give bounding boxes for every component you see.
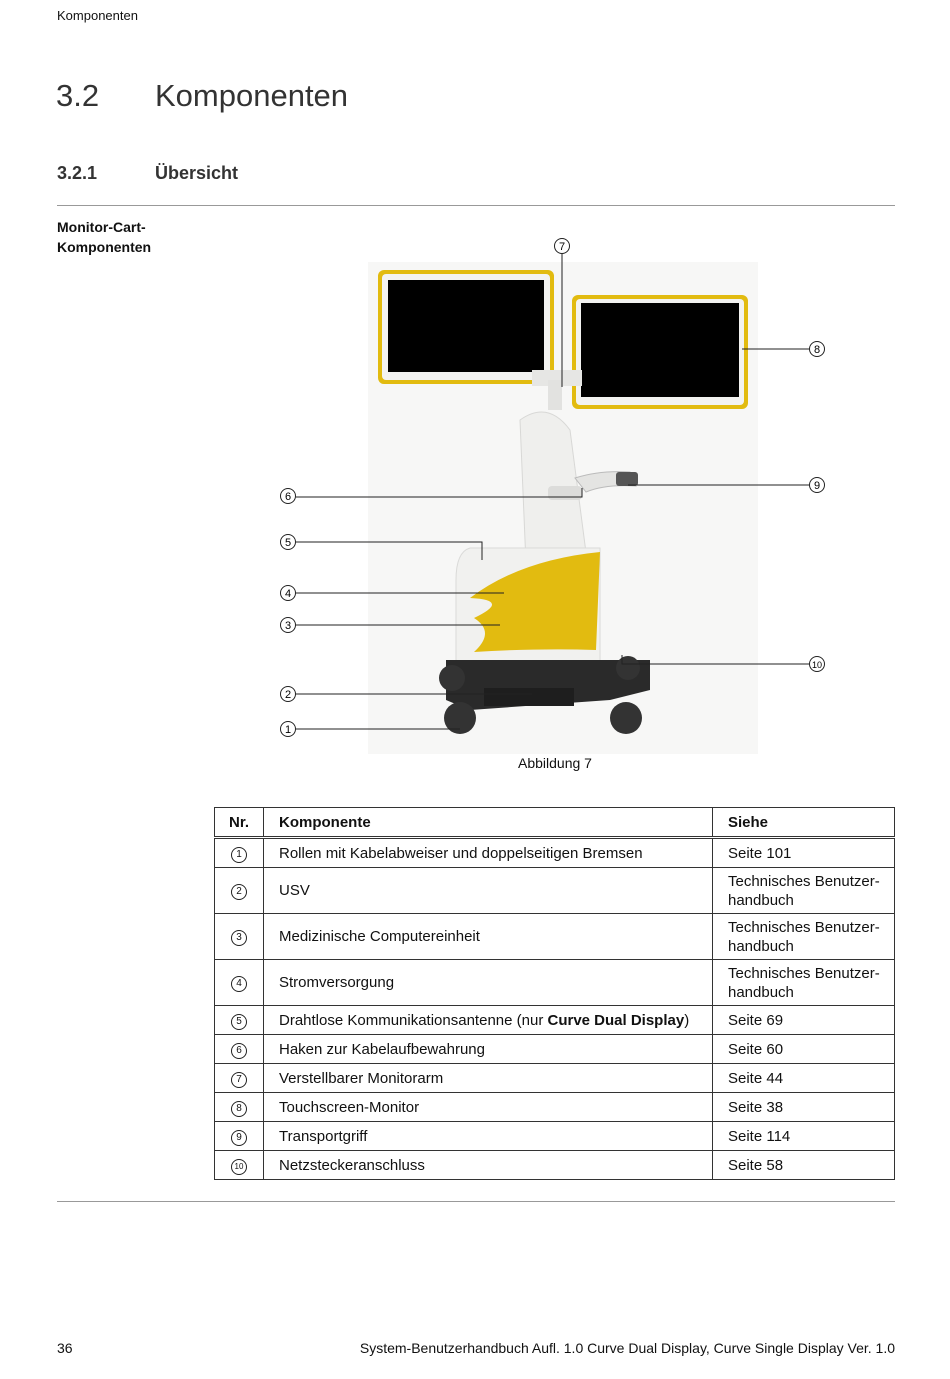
row-component: Verstellbarer Monitorarm (264, 1064, 713, 1093)
callout-9 (810, 478, 825, 493)
running-header: Komponenten (57, 8, 138, 23)
svg-text:6: 6 (284, 491, 292, 503)
row-number-badge: 6 (231, 1043, 247, 1059)
side-label-line1: Monitor-Cart- (57, 219, 146, 235)
svg-text:3: 3 (284, 620, 292, 632)
section-title: Komponenten (155, 78, 349, 113)
table-row (215, 868, 895, 914)
row-component: Rollen mit Kabelabweiser und doppelseitigen Bremsen (264, 838, 713, 868)
right-monitor (572, 295, 748, 409)
cable-hook (548, 486, 582, 500)
row-number-badge: 7 (231, 1072, 247, 1088)
callout-6 (281, 489, 296, 504)
table-row (215, 1093, 895, 1122)
svg-text:7: 7 (558, 241, 566, 253)
subsection-number: 3.2.1 (57, 163, 98, 183)
figure-caption: Abbildung 7 (518, 755, 592, 771)
row-component: Netzsteckeranschluss (264, 1151, 713, 1180)
row-component: Medizinische Computereinheit (264, 914, 713, 960)
usv-unit (484, 688, 574, 706)
row-component: Drahtlose Kommunikationsantenne (nur Curve Dual Display) (264, 1006, 713, 1035)
row-see: Seite 38 (713, 1093, 895, 1122)
callout-8 (810, 342, 825, 357)
row-see: Seite 69 (713, 1006, 895, 1035)
row-see: Technisches Benutzer- handbuch (713, 914, 895, 960)
monitor-arm-joint (548, 380, 562, 410)
row-component: Stromversorgung (264, 960, 713, 1006)
table-row (215, 1064, 895, 1093)
svg-text:10: 10 (811, 660, 823, 670)
svg-text:4: 4 (284, 588, 292, 600)
row-number-badge: 4 (231, 976, 247, 992)
callout-2 (281, 687, 296, 702)
side-label-line2: Komponenten (57, 239, 152, 255)
svg-text:5: 5 (284, 537, 292, 549)
table-row (215, 1151, 895, 1180)
bottom-divider (57, 1201, 895, 1202)
header-component: Komponente (264, 808, 713, 838)
row-component: USV (264, 868, 713, 914)
callout-1 (281, 722, 296, 737)
table-row (215, 960, 895, 1006)
row-number-badge: 3 (231, 930, 247, 946)
row-number-badge: 5 (231, 1014, 247, 1030)
table-header-row (215, 808, 895, 838)
row-component: Transportgriff (264, 1122, 713, 1151)
callout-7 (555, 239, 570, 254)
table-row (215, 1035, 895, 1064)
row-see: Seite 114 (713, 1122, 895, 1151)
row-component: Haken zur Kabelaufbewahrung (264, 1035, 713, 1064)
components-table (214, 807, 895, 1180)
handle-grip (616, 472, 638, 486)
svg-text:9: 9 (813, 480, 821, 492)
svg-text:1: 1 (284, 724, 292, 736)
svg-text:8: 8 (813, 344, 821, 356)
footer-text: System-Benutzerhandbuch Aufl. 1.0 Curve Dual Display, Curve Single Display Ver. 1.0 (359, 1340, 895, 1356)
table-row (215, 838, 895, 868)
page-number: 36 (57, 1340, 73, 1356)
subsection-title: Übersicht (155, 163, 239, 183)
row-number-badge: 1 (231, 847, 247, 863)
left-monitor (378, 270, 554, 384)
row-see: Seite 60 (713, 1035, 895, 1064)
row-see: Seite 101 (713, 838, 895, 868)
callout-3 (281, 618, 296, 633)
row-see: Seite 58 (713, 1151, 895, 1180)
header-nr: Nr. (215, 808, 264, 838)
row-number-badge: 8 (231, 1101, 247, 1117)
header-see: Siehe (713, 808, 895, 838)
table-row (215, 914, 895, 960)
callout-4 (281, 586, 296, 601)
row-see: Technisches Benutzer- handbuch (713, 960, 895, 1006)
table-row (215, 1006, 895, 1035)
row-number-badge: 10 (231, 1159, 247, 1175)
row-number-badge: 9 (231, 1130, 247, 1146)
callout-10 (810, 657, 825, 672)
row-see: Seite 44 (713, 1064, 895, 1093)
section-number: 3.2 (56, 78, 100, 113)
svg-text:2: 2 (284, 689, 292, 701)
row-component: Touchscreen-Monitor (264, 1093, 713, 1122)
table-row (215, 1122, 895, 1151)
row-number-badge: 2 (231, 884, 247, 900)
row-see: Technisches Benutzer- handbuch (713, 868, 895, 914)
callout-5 (281, 535, 296, 550)
